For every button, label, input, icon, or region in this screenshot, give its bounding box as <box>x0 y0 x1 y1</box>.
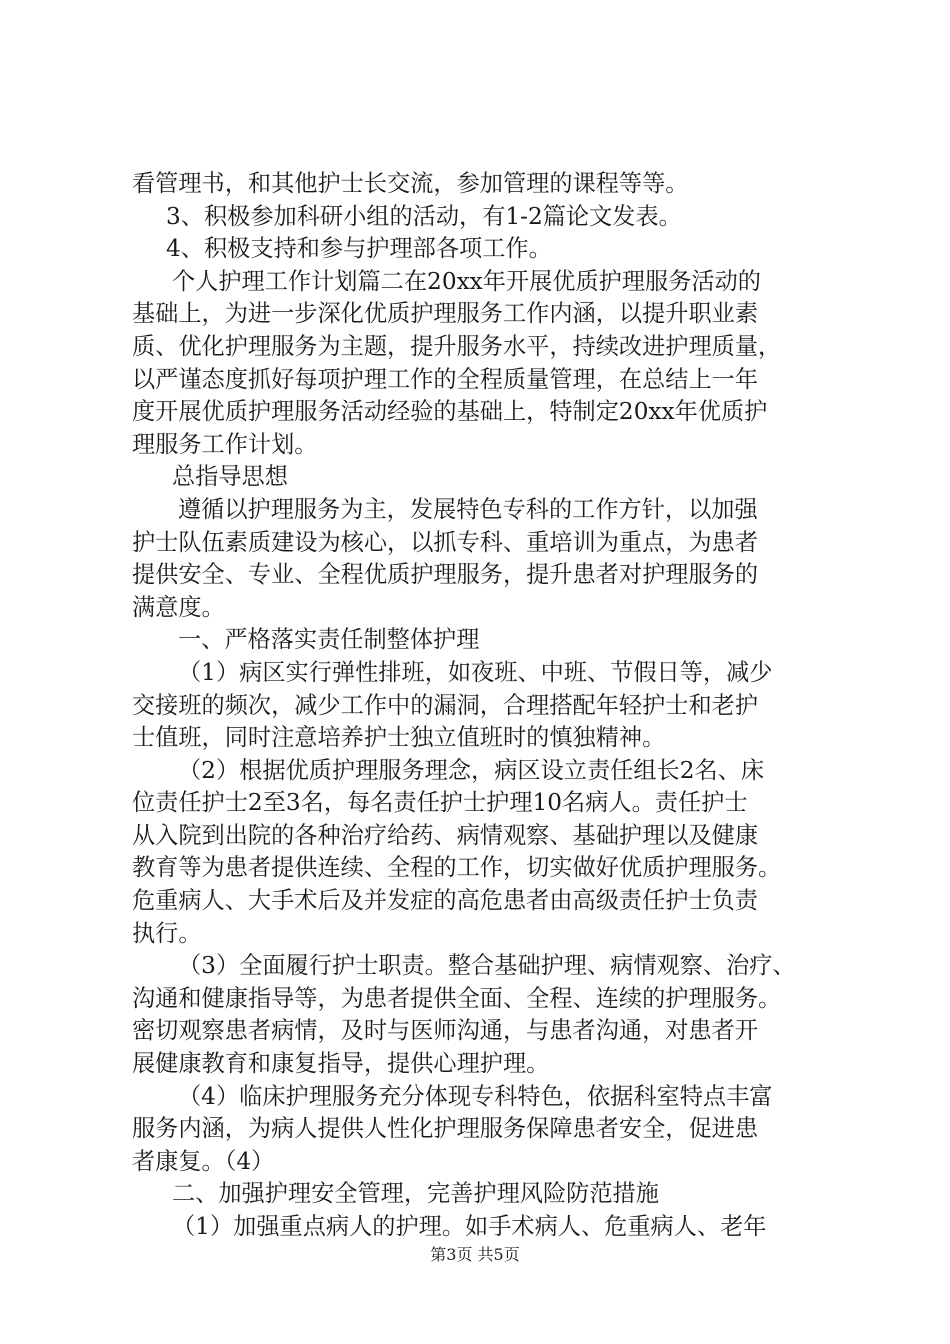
page-footer: 第3页 共5页 <box>430 1245 520 1264</box>
text-line: （1）病区实行弹性排班，如夜班、中班、节假日等，减少 <box>178 658 773 686</box>
text-line: 提供安全、专业、全程优质护理服务，提升患者对护理服务的 <box>132 561 759 589</box>
text-line: 理服务工作计划。 <box>132 430 318 458</box>
text-line: 质、优化护理服务为主题，提升服务水平，持续改进护理质量， <box>132 332 782 360</box>
text-line: 者康复。（4） <box>132 1147 275 1175</box>
text-line: 沟通和健康指导等，为患者提供全面、全程、连续的护理服务。 <box>132 984 782 1012</box>
text-line: 交接班的频次，减少工作中的漏洞，合理搭配年轻护士和老护 <box>132 691 759 719</box>
text-line: （4）临床护理服务充分体现专科特色，依据科室特点丰富 <box>178 1082 773 1110</box>
text-line: 从入院到出院的各种治疗给药、病情观察、基础护理以及健康 <box>132 821 759 849</box>
text-line: 执行。 <box>132 919 202 947</box>
text-line: 服务内涵，为病人提供人性化护理服务保障患者安全，促进患 <box>132 1115 759 1143</box>
text-line: 二、加强护理安全管理，完善护理风险防范措施 <box>172 1180 659 1208</box>
text-line: 一、严格落实责任制整体护理 <box>178 626 480 654</box>
text-line: （1）加强重点病人的护理。如手术病人、危重病人、老年 <box>172 1213 767 1240</box>
text-line: 以严谨态度抓好每项护理工作的全程质量管理，在总结上一年 <box>132 365 759 393</box>
text-line: 个人护理工作计划篇二在20xx年开展优质护理服务活动的 <box>172 267 761 295</box>
text-line: 总指导思想 <box>172 463 288 491</box>
text-line: 危重病人、大手术后及并发症的高危患者由高级责任护士负责 <box>132 887 759 915</box>
text-line: （2）根据优质护理服务理念，病区设立责任组长2名、床 <box>178 756 765 784</box>
text-line: 度开展优质护理服务活动经验的基础上，特制定20xx年优质护 <box>132 398 768 426</box>
text-line: （3）全面履行护士职责。整合基础护理、病情观察、治疗、 <box>178 952 796 980</box>
text-line: 基础上，为进一步深化优质护理服务工作内涵，以提升职业素 <box>132 300 759 328</box>
text-line: 看管理书，和其他护士长交流，参加管理的课程等等。 <box>132 170 689 197</box>
text-line: 士值班，同时注意培养护士独立值班时的慎独精神。 <box>132 724 666 752</box>
document-body <box>132 168 832 1244</box>
text-line: 护士队伍素质建设为核心，以抓专科、重培训为重点，为患者 <box>132 528 759 556</box>
text-line: 遵循以护理服务为主，发展特色专科的工作方针，以加强 <box>178 495 758 523</box>
text-line: 3、积极参加科研小组的活动，有1-2篇论文发表。 <box>166 202 682 230</box>
text-line: 教育等为患者提供连续、全程的工作，切实做好优质护理服务。 <box>132 854 782 882</box>
text-line: 位责任护士2至3名，每名责任护士护理10名病人。责任护士 <box>132 789 748 817</box>
text-line: 4、积极支持和参与护理部各项工作。 <box>166 235 552 263</box>
text-line: 满意度。 <box>132 593 225 621</box>
text-line: 密切观察患者病情，及时与医师沟通，与患者沟通，对患者开 <box>132 1017 759 1045</box>
text-line: 展健康教育和康复指导，提供心理护理。 <box>132 1050 550 1078</box>
